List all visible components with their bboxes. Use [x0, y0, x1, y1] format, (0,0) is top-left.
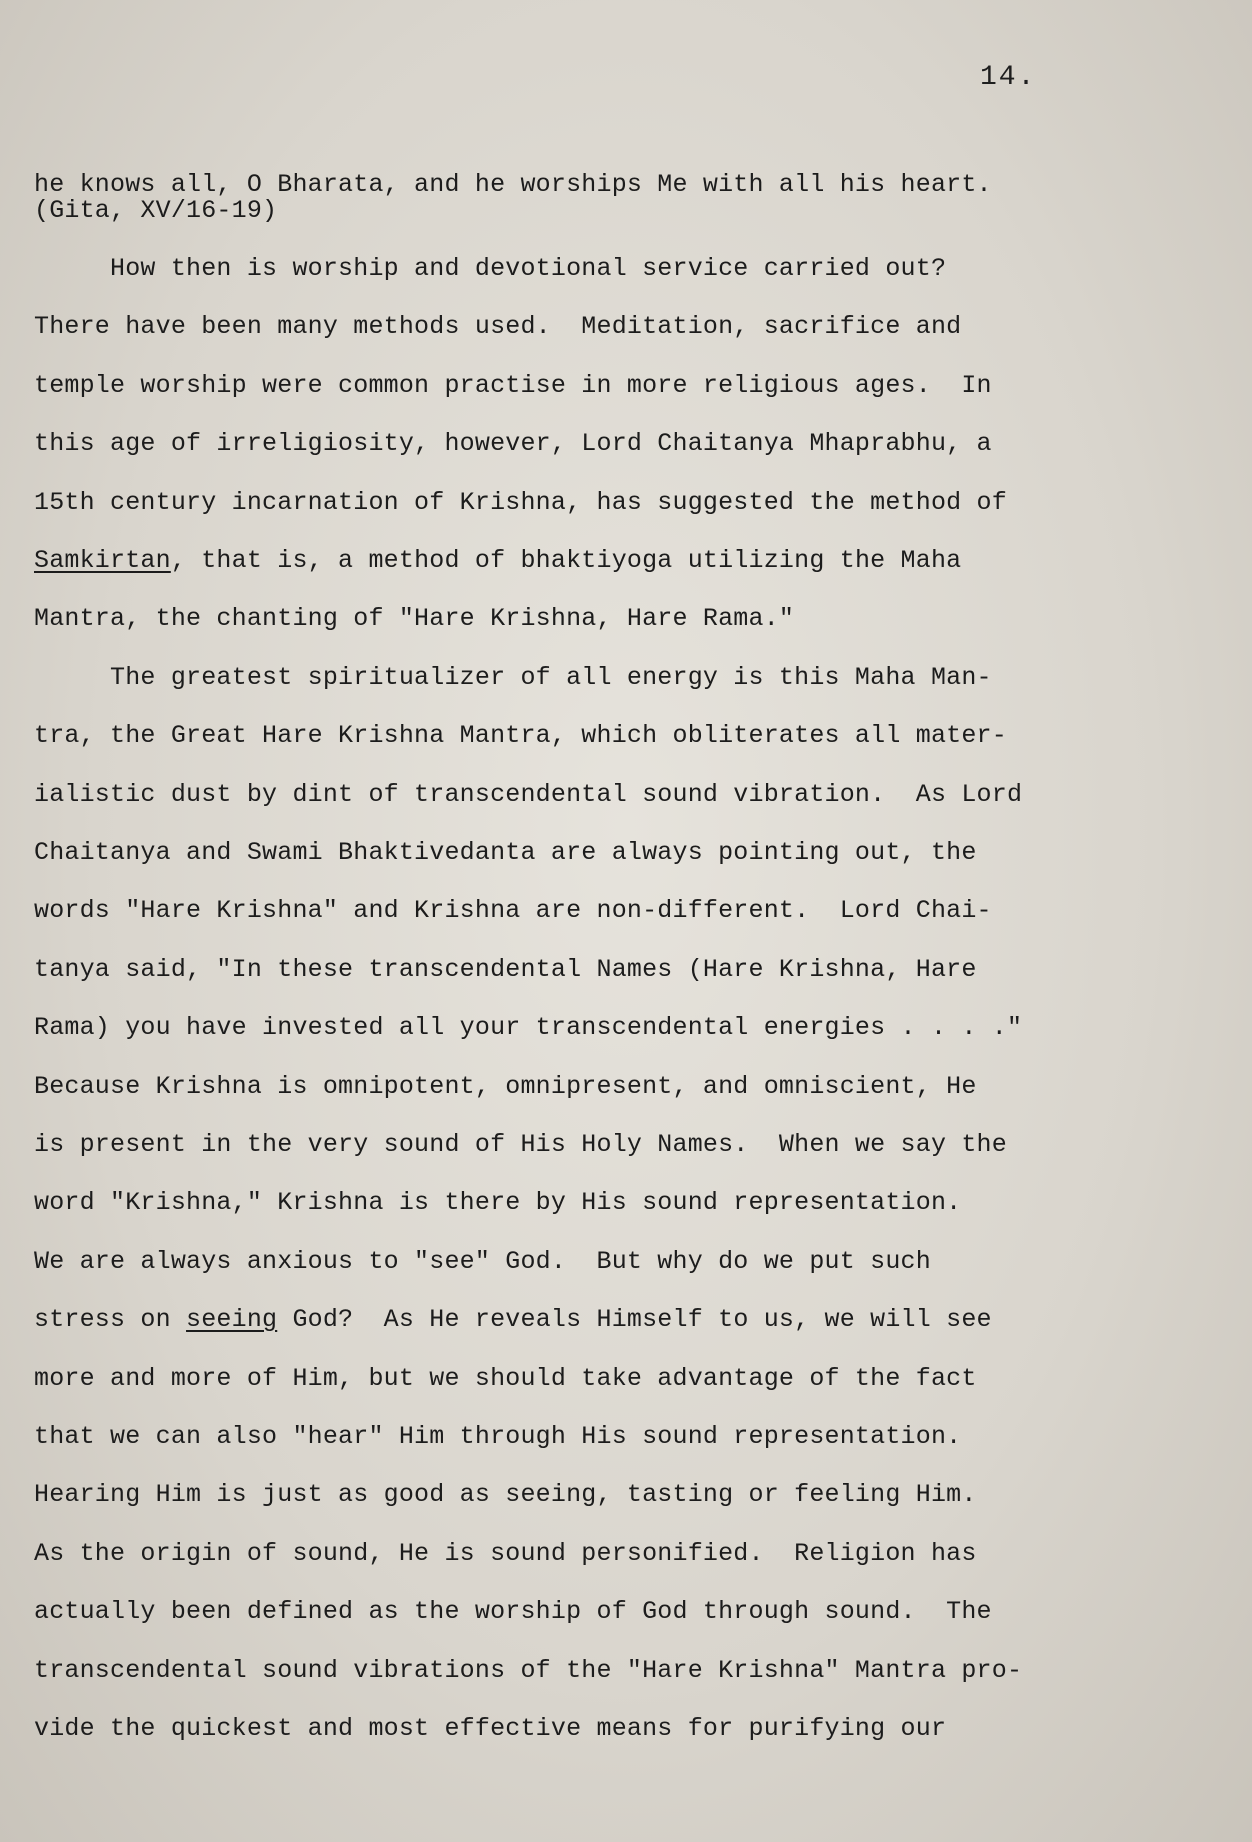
text-segment: stress on [34, 1305, 187, 1334]
underlined-word: Samkirtan [34, 546, 171, 575]
text-line: Mantra, the chanting of "Hare Krishna, Hare Rama." [34, 604, 795, 633]
text-segment: , that is, a method of bhaktiyoga utilizing the Maha [170, 546, 962, 575]
text-line: actually been defined as the worship of God through sound. The [34, 1597, 992, 1626]
text-line: 15th century incarnation of Krishna, has suggested the method of [34, 488, 1007, 517]
text-line: There have been many methods used. Meditation, sacrifice and [34, 312, 962, 341]
text-line: he knows all, O Bharata, and he worships Me with all his heart. [34, 170, 992, 199]
text-segment: God? As He reveals Himself to us, we will see [277, 1305, 992, 1334]
text-line: As the origin of sound, He is sound personified. Religion has [34, 1539, 977, 1568]
text-line: Because Krishna is omnipotent, omnipresent, and omniscient, He [34, 1072, 977, 1101]
text-line: Chaitanya and Swami Bhaktivedanta are always pointing out, the [34, 838, 977, 867]
text-line: is present in the very sound of His Holy Names. When we say the [34, 1130, 1007, 1159]
text-line: Rama) you have invested all your transcendental energies . . . ." [34, 1013, 1023, 1042]
text-line [34, 546, 961, 575]
text-line: We are always anxious to "see" God. But why do we put such [34, 1247, 931, 1276]
underlined-word: seeing [186, 1305, 278, 1334]
text-line: transcendental sound vibrations of the "Hare Krishna" Mantra pro- [34, 1656, 1023, 1685]
text-line: ialistic dust by dint of transcendental sound vibration. As Lord [34, 780, 1023, 809]
text-line: this age of irreligiosity, however, Lord Chaitanya Mhaprabhu, a [34, 429, 992, 458]
text-line: Hearing Him is just as good as seeing, tasting or feeling Him. [34, 1480, 977, 1509]
text-line: words "Hare Krishna" and Krishna are non-different. Lord Chai- [34, 896, 992, 925]
text-line: vide the quickest and most effective means for purifying our [34, 1714, 947, 1743]
text-line: temple worship were common practise in more religious ages. In [34, 371, 992, 400]
text-line [34, 1305, 992, 1334]
text-line: How then is worship and devotional service carried out? [34, 254, 947, 283]
text-line: tanya said, "In these transcendental Names (Hare Krishna, Hare [34, 955, 977, 984]
text-line: tra, the Great Hare Krishna Mantra, which obliterates all mater- [34, 721, 1007, 750]
text-line: more and more of Him, but we should take advantage of the fact [34, 1364, 977, 1393]
text-line: that we can also "hear" Him through His sound representation. [34, 1422, 962, 1451]
text-line: word "Krishna," Krishna is there by His sound representation. [34, 1188, 962, 1217]
text-line: The greatest spiritualizer of all energy is this Maha Man- [34, 663, 992, 692]
text-line: (Gita, XV/16-19) [34, 196, 278, 225]
page-number: 14. [980, 62, 1037, 93]
